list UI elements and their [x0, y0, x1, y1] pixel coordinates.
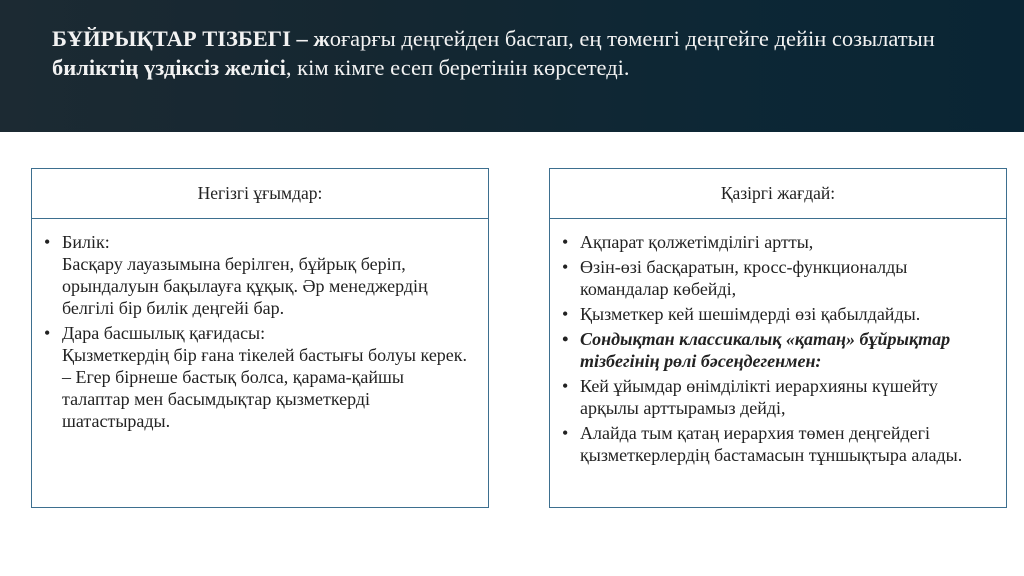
item-text: Басқару лауазымына берілген, бұйрық беріп, орындалуын бақылауға құқық. Әр менеджердің белгілі бір билік деңгейі бар. — [62, 254, 428, 318]
item-text: – Егер бірнеше бастық болса, қарама-қайшы талаптар мен басымдықтар қызметкерді шатастырады. — [62, 367, 404, 431]
key-concepts-list — [32, 219, 488, 432]
item-text: Қызметкердің бір ғана тікелей бастығы болуы керек. — [62, 345, 468, 365]
key-concepts-title: Негізгі ұғымдар: — [32, 169, 488, 219]
list-item: • Кей ұйымдар өнімділікті иерархияны күшейту арқылы арттырамыз дейді, — [560, 375, 994, 419]
list-item: • Өзін-өзі басқаратын, кросс-функционалды командалар көбейді, — [560, 256, 994, 300]
list-item-emphasis: • Сондықтан классикалық «қатаң» бұйрықтар тізбегінің рөлі бәсеңдегенмен: — [560, 328, 994, 372]
title-regular-part: оғарғы деңгейден бастап, ең төменгі деңгейге дейін созылатын — [329, 26, 935, 51]
list-item: • Қызметкер кей шешімдерді өзі қабылдайды. — [560, 303, 994, 325]
list-item: • Ақпарат қолжетімділігі артты, — [560, 231, 994, 253]
list-item-unity-of-command — [42, 322, 476, 432]
title-end-part: , кім кімге есеп беретінін көрсетеді. — [285, 55, 630, 80]
current-situation-list — [550, 219, 1006, 466]
current-situation-box — [549, 168, 1007, 508]
title-bold-part-2: биліктің үздіксіз желісі — [52, 55, 286, 80]
item-heading: • Билік: — [62, 232, 110, 252]
current-situation-title: Қазіргі жағдай: — [550, 169, 1006, 219]
item-heading: • Дара басшылық қағидасы: — [62, 323, 266, 343]
slide-title — [52, 24, 992, 82]
list-item-authority — [42, 231, 476, 319]
key-concepts-box — [31, 168, 489, 508]
header-banner — [0, 0, 1024, 132]
list-item: • Алайда тым қатаң иерархия төмен деңгейдегі қызметкерлердің бастамасын тұншықтыра алады. — [560, 422, 994, 466]
title-bold-part: БҰЙРЫҚТАР ТІЗБЕГІ – ж — [52, 26, 330, 51]
